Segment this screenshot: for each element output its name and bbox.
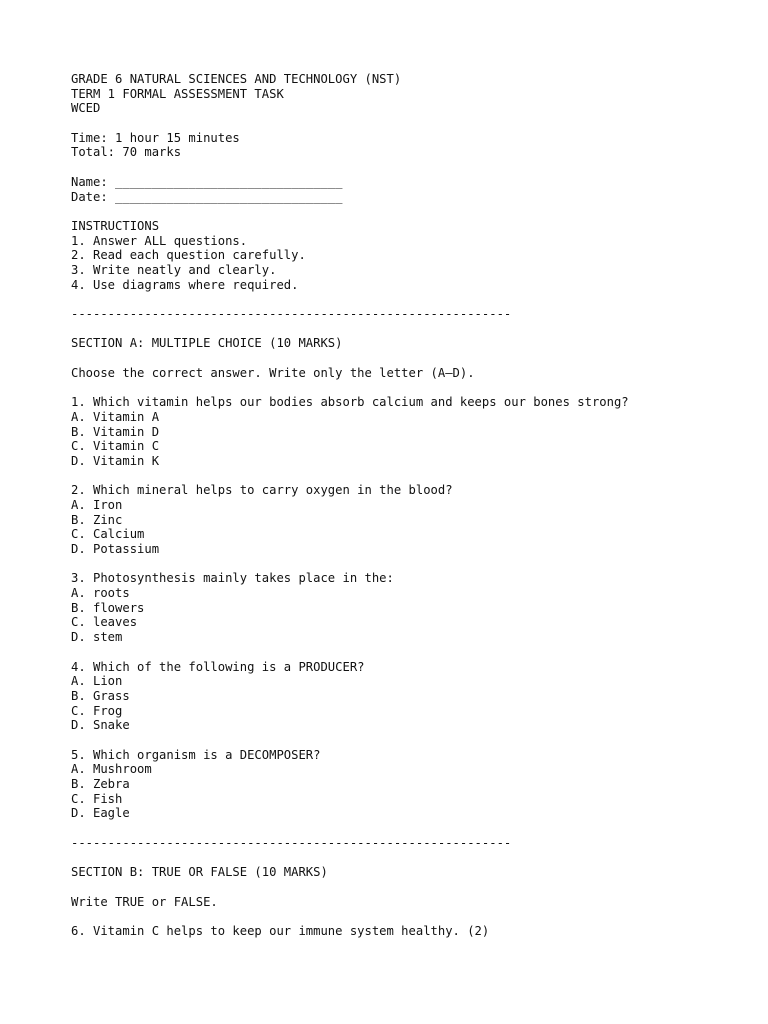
name-field: Name: _______________________________ xyxy=(71,174,343,189)
instruction-item: 2. Read each question carefully. xyxy=(71,248,306,263)
instructions-heading: INSTRUCTIONS xyxy=(71,218,160,233)
instruction-item: 4. Use diagrams where required. xyxy=(71,277,299,292)
department-label: WCED xyxy=(71,101,101,116)
date-field: Date: _______________________________ xyxy=(71,189,343,204)
answer-option: D. Snake xyxy=(71,718,130,733)
answer-option: B. Zinc xyxy=(71,512,123,527)
answer-option: C. Vitamin C xyxy=(71,439,160,454)
question-6: 6. Vitamin C helps to keep our immune system healthy. (2) xyxy=(71,923,490,938)
question-text: 5. Which organism is a DECOMPOSER? xyxy=(71,747,321,762)
section-b xyxy=(71,865,751,938)
section-a-instruction: Choose the correct answer. Write only the letter (A–D). xyxy=(71,365,475,380)
section-b-heading: SECTION B: TRUE OR FALSE (10 MARKS) xyxy=(71,865,328,880)
section-a xyxy=(71,336,751,821)
answer-option: C. leaves xyxy=(71,615,138,630)
section-divider: ------------------------------------------------------------ xyxy=(71,835,512,850)
instruction-item: 1. Answer ALL questions. xyxy=(71,233,248,248)
section-a-heading: SECTION A: MULTIPLE CHOICE (10 MARKS) xyxy=(71,336,343,351)
question-5 xyxy=(71,748,751,821)
instruction-item: 3. Write neatly and clearly. xyxy=(71,262,277,277)
answer-option: D. Vitamin K xyxy=(71,453,160,468)
answer-option: B. flowers xyxy=(71,600,145,615)
answer-option: B. Grass xyxy=(71,688,130,703)
question-text: 1. Which vitamin helps our bodies absorb calcium and keeps our bones strong? xyxy=(71,395,629,410)
answer-option: B. Vitamin D xyxy=(71,424,160,439)
document-title: GRADE 6 NATURAL SCIENCES AND TECHNOLOGY (NST) xyxy=(71,72,402,86)
question-3 xyxy=(71,571,751,644)
question-text: 3. Photosynthesis mainly takes place in the: xyxy=(71,571,394,586)
question-text: 4. Which of the following is a PRODUCER? xyxy=(71,659,365,674)
answer-option: A. Iron xyxy=(71,497,123,512)
answer-option: C. Fish xyxy=(71,791,123,806)
answer-option: C. Frog xyxy=(71,703,123,718)
answer-option: D. stem xyxy=(71,630,123,645)
answer-option: D. Eagle xyxy=(71,806,130,821)
answer-option: C. Calcium xyxy=(71,527,145,542)
total-marks: Total: 70 marks xyxy=(71,145,182,160)
section-b-instruction: Write TRUE or FALSE. xyxy=(71,894,218,909)
document-subtitle: TERM 1 FORMAL ASSESSMENT TASK xyxy=(71,86,284,101)
question-4 xyxy=(71,660,751,733)
question-2 xyxy=(71,483,751,556)
document-page xyxy=(71,72,751,939)
answer-option: A. Vitamin A xyxy=(71,409,160,424)
answer-option: B. Zebra xyxy=(71,777,130,791)
answer-option: D. Potassium xyxy=(71,542,160,556)
answer-option: A. Lion xyxy=(71,674,123,689)
answer-option: A. roots xyxy=(71,586,130,601)
learner-fields xyxy=(71,175,751,204)
answer-option: A. Mushroom xyxy=(71,762,152,777)
instructions-block xyxy=(71,219,751,292)
time-allowed: Time: 1 hour 15 minutes xyxy=(71,130,240,145)
section-divider: ------------------------------------------------------------ xyxy=(71,307,512,321)
document-header xyxy=(71,72,751,116)
question-1 xyxy=(71,395,751,468)
question-text: 2. Which mineral helps to carry oxygen in the blood? xyxy=(71,483,453,498)
assessment-meta xyxy=(71,131,751,160)
